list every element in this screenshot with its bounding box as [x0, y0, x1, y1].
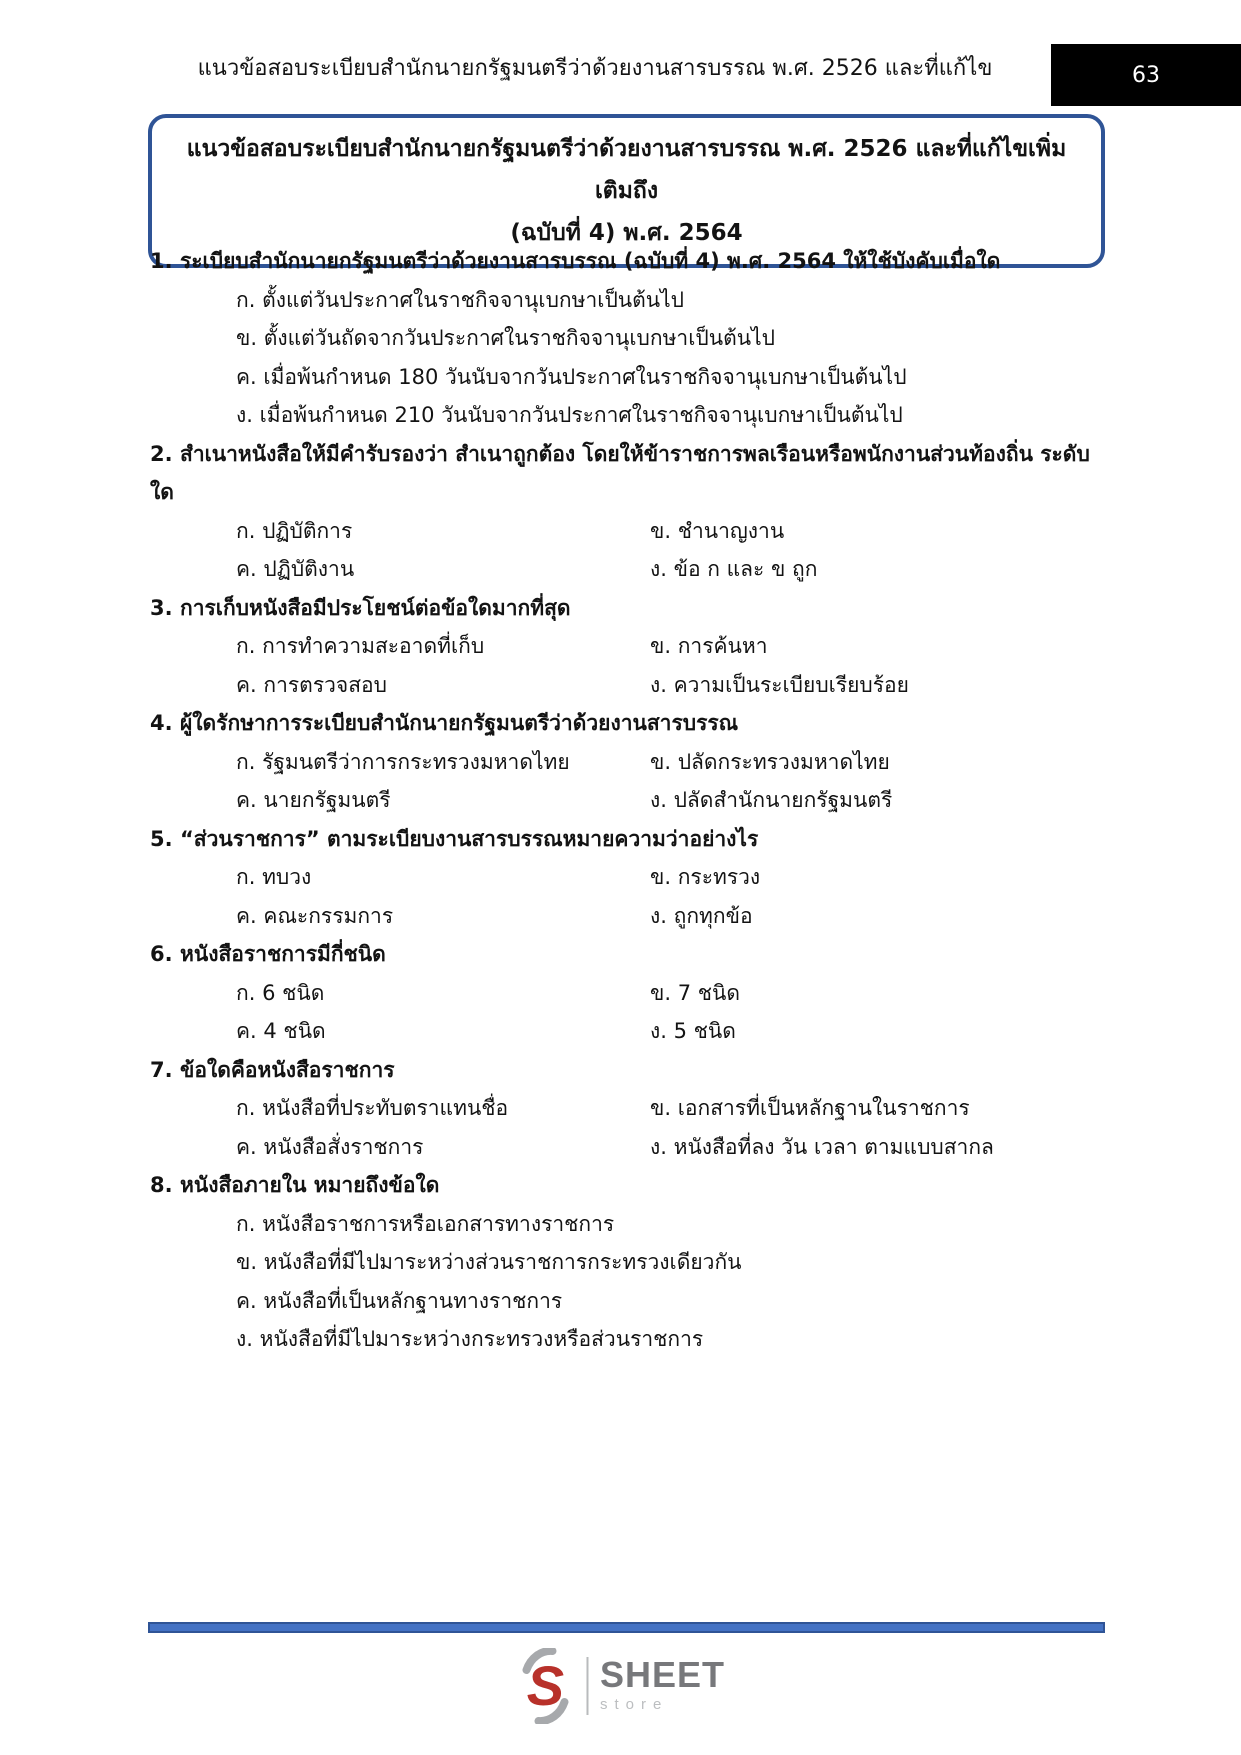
option-kh: ค. หนังสือที่เป็นหลักฐานทางราชการ — [236, 1288, 563, 1313]
footer-divider-bar — [148, 1622, 1105, 1633]
option-kho: ข. เอกสารที่เป็นหลักฐานในราชการ — [650, 1096, 970, 1120]
question-4-number: 4. — [150, 711, 173, 735]
question-1-text: ระเบียบสำนักนายกรัฐมนตรีว่าด้วยงานสารบรรณ (ฉบับที่ 4) พ.ศ. 2564 ให้ใช้บังคับเมื่อใด — [180, 249, 1001, 273]
question-5-text: “ส่วนราชการ” ตามระเบียบงานสารบรรณหมายความว่าอย่างไร — [180, 826, 759, 851]
option-kh: ค. คณะกรรมการ — [236, 903, 394, 928]
question-2-head — [150, 435, 1112, 512]
question-5-options — [150, 858, 1112, 935]
question-7 — [150, 1051, 1112, 1167]
logo-s-icon — [516, 1648, 574, 1724]
option-ko: ก. หนังสือที่ประทับตราแทนชื่อ — [236, 1096, 509, 1120]
question-3-head — [150, 589, 1112, 628]
option-ngo: ง. ข้อ ก และ ข ถูก — [650, 557, 818, 581]
option-ko: ก. ทบวง — [236, 865, 312, 889]
option-kho: ข. ชำนาญงาน — [650, 518, 785, 543]
option-kh: ค. การตรวจสอบ — [236, 672, 387, 697]
option-ko: ก. รัฐมนตรีว่าการกระทรวงมหาดไทย — [236, 749, 570, 774]
option-kh: ค. เมื่อพ้นกำหนด 180 วันนับจากวันประกาศในราชกิจจานุเบกษาเป็นต้นไป — [236, 364, 907, 389]
logo-wordmark — [599, 1654, 726, 1715]
question-2 — [150, 435, 1112, 589]
question-7-options — [150, 1089, 1112, 1166]
option-kho: ข. ปลัดกระทรวงมหาดไทย — [650, 749, 890, 774]
question-1-head — [150, 242, 1112, 281]
option-ngo: ง. ปลัดสำนักนายกรัฐมนตรี — [650, 788, 893, 812]
question-6-text: หนังสือราชการมีกี่ชนิด — [180, 942, 386, 966]
question-7-number: 7. — [150, 1057, 173, 1082]
title-line-2: (ฉบับที่ 4) พ.ศ. 2564 — [510, 220, 743, 246]
question-1-number: 1. — [150, 249, 173, 273]
question-2-options — [150, 512, 1112, 589]
option-kh: ค. หนังสือสั่งราชการ — [236, 1134, 424, 1159]
question-4-options — [150, 743, 1112, 820]
svg-text:S: S — [526, 1654, 564, 1717]
option-ko: ก. ตั้งแต่วันประกาศในราชกิจจานุเบกษาเป็นต้นไป — [236, 287, 685, 312]
question-1 — [150, 242, 1112, 435]
question-7-text: ข้อใดคือหนังสือราชการ — [180, 1057, 395, 1082]
option-ko: ก. ปฏิบัติการ — [236, 518, 353, 543]
question-3-text: การเก็บหนังสือมีประโยชน์ต่อข้อใดมากที่สุด — [180, 595, 571, 620]
question-2-number: 2. — [150, 441, 173, 466]
question-8-options — [150, 1205, 1112, 1359]
question-list — [150, 242, 1112, 1359]
question-8-number: 8. — [150, 1173, 173, 1197]
option-ngo: ง. 5 ชนิด — [650, 1019, 736, 1043]
option-ngo: ง. หนังสือที่ลง วัน เวลา ตามแบบสากล — [650, 1134, 994, 1159]
question-8-head — [150, 1166, 1112, 1205]
page-number: 63 — [1132, 62, 1160, 88]
question-4-head — [150, 704, 1112, 743]
question-3-number: 3. — [150, 595, 173, 620]
question-4-text: ผู้ใดรักษาการระเบียบสำนักนายกรัฐมนตรีว่าด้วยงานสารบรรณ — [180, 711, 739, 735]
question-6-head — [150, 935, 1112, 974]
question-7-head — [150, 1051, 1112, 1090]
option-kh: ค. ปฏิบัติงาน — [236, 557, 355, 581]
option-kho: ข. หนังสือที่มีไปมาระหว่างส่วนราชการกระทรวงเดียวกัน — [236, 1250, 742, 1274]
question-3 — [150, 589, 1112, 705]
question-3-options — [150, 627, 1112, 704]
question-2-text: สำเนาหนังสือให้มีคำรับรองว่า สำเนาถูกต้อง โดยให้ข้าราชการพลเรือนหรือพนักงานส่วนท้องถิ่น ระดับใด — [150, 441, 1090, 504]
sheet-store-logo — [516, 1648, 725, 1724]
option-ko: ก. 6 ชนิด — [236, 980, 325, 1005]
option-ngo: ง. ถูกทุกข้อ — [650, 903, 753, 928]
question-6-number: 6. — [150, 942, 173, 966]
question-6 — [150, 935, 1112, 1051]
option-kh: ค. 4 ชนิด — [236, 1019, 326, 1043]
option-ko: ก. การทำความสะอาดที่เก็บ — [236, 634, 485, 658]
question-8 — [150, 1166, 1112, 1359]
running-title: แนวข้อสอบระเบียบสำนักนายกรัฐมนตรีว่าด้วยงานสารบรรณ พ.ศ. 2526 และที่แก้ไข — [197, 56, 993, 81]
option-ko: ก. หนังสือราชการหรือเอกสารทางราชการ — [236, 1211, 615, 1236]
question-1-options — [150, 281, 1112, 435]
question-8-text: หนังสือภายใน หมายถึงข้อใด — [180, 1173, 440, 1197]
logo-divider — [586, 1657, 588, 1715]
question-4 — [150, 704, 1112, 820]
option-kh: ค. นายกรัฐมนตรี — [236, 788, 391, 812]
title-line-1: แนวข้อสอบระเบียบสำนักนายกรัฐมนตรีว่าด้วยงานสารบรรณ พ.ศ. 2526 และที่แก้ไขเพิ่มเติมถึง — [186, 136, 1067, 204]
question-5 — [150, 820, 1112, 936]
option-ngo: ง. หนังสือที่มีไปมาระหว่างกระทรวงหรือส่วนราชการ — [236, 1327, 704, 1351]
brand-subtitle: store — [599, 1696, 669, 1713]
option-kho: ข. กระทรวง — [650, 865, 761, 889]
question-5-number: 5. — [150, 826, 173, 851]
page-number-box — [1051, 44, 1241, 106]
option-ngo: ง. เมื่อพ้นกำหนด 210 วันนับจากวันประกาศในราชกิจจานุเบกษาเป็นต้นไป — [236, 403, 903, 427]
option-kho: ข. 7 ชนิด — [650, 980, 740, 1005]
option-ngo: ง. ความเป็นระเบียบเรียบร้อย — [650, 672, 909, 697]
option-kho: ข. การค้นหา — [650, 634, 768, 658]
question-6-options — [150, 974, 1112, 1051]
brand-name: SHEET — [599, 1654, 726, 1695]
option-kho: ข. ตั้งแต่วันถัดจากวันประกาศในราชกิจจานุเบกษาเป็นต้นไป — [236, 326, 775, 350]
question-5-head — [150, 820, 1112, 859]
